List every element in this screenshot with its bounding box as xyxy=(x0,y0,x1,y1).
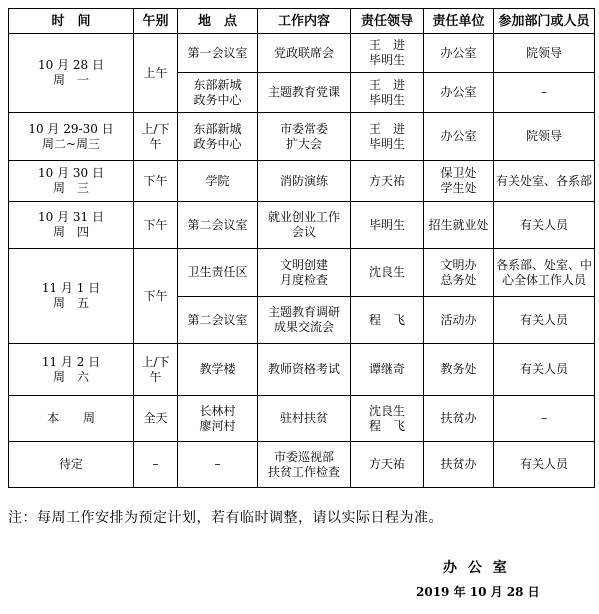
period-cell: 上/下 午 xyxy=(134,113,178,161)
place-cell: – xyxy=(178,442,258,488)
time-cell: 10 月 31 日 周 四 xyxy=(9,202,134,249)
header-unit: 责任单位 xyxy=(424,9,494,34)
time-cell: 11 月 1 日 周 五 xyxy=(9,249,134,344)
unit-cell: 扶贫办 xyxy=(424,396,494,442)
attendees-cell: 院领导 xyxy=(494,34,595,73)
period-cell: 全天 xyxy=(134,396,178,442)
place-cell: 学院 xyxy=(178,161,258,202)
time-cell: 待定 xyxy=(9,442,134,488)
header-time: 时 间 xyxy=(9,9,134,34)
content-cell: 文明创建 月度检查 xyxy=(258,249,351,297)
table-row xyxy=(9,344,595,396)
issue-date: 2019 年 10 月 28 日 xyxy=(416,585,540,599)
content-cell: 教师资格考试 xyxy=(258,344,351,396)
attendees-cell: 有关人员 xyxy=(494,202,595,249)
unit-cell: 招生就业处 xyxy=(424,202,494,249)
place-cell: 教学楼 xyxy=(178,344,258,396)
time-cell: 10 月 29-30 日 周二~周三 xyxy=(9,113,134,161)
leader-cell: 毕明生 xyxy=(351,202,424,249)
content-cell: 驻村扶贫 xyxy=(258,396,351,442)
place-cell: 第一会议室 xyxy=(178,34,258,73)
leader-cell: 沈良生 xyxy=(351,249,424,297)
attendees-cell: 院领导 xyxy=(494,113,595,161)
leader-cell: 方天祐 xyxy=(351,442,424,488)
period-cell: – xyxy=(134,442,178,488)
table-row xyxy=(9,113,595,161)
place-cell: 长林村 廖河村 xyxy=(178,396,258,442)
attendees-cell: 有关人员 xyxy=(494,442,595,488)
attendees-cell: 有关处室、各系部 xyxy=(494,161,595,202)
time-cell: 本 周 xyxy=(9,396,134,442)
table-row xyxy=(9,161,595,202)
table-row xyxy=(9,442,595,488)
place-cell: 第二会议室 xyxy=(178,202,258,249)
unit-cell: 保卫处 学生处 xyxy=(424,161,494,202)
unit-cell: 办公室 xyxy=(424,73,494,113)
table-row xyxy=(9,202,595,249)
leader-cell: 谭继奇 xyxy=(351,344,424,396)
time-cell: 10 月 28 日 周 一 xyxy=(9,34,134,113)
header-period: 午别 xyxy=(134,9,178,34)
place-cell: 东部新城 政务中心 xyxy=(178,73,258,113)
content-cell: 党政联席会 xyxy=(258,34,351,73)
content-cell: 市委常委 扩大会 xyxy=(258,113,351,161)
leader-cell: 王 进 毕明生 xyxy=(351,113,424,161)
leader-cell: 方天祐 xyxy=(351,161,424,202)
leader-cell: 王 进 毕明生 xyxy=(351,73,424,113)
unit-cell: 教务处 xyxy=(424,344,494,396)
place-cell: 卫生责任区 xyxy=(178,249,258,297)
period-cell: 上午 xyxy=(134,34,178,113)
content-cell: 市委巡视部 扶贫工作检查 xyxy=(258,442,351,488)
period-cell: 下午 xyxy=(134,202,178,249)
table-row xyxy=(9,396,595,442)
place-cell: 东部新城 政务中心 xyxy=(178,113,258,161)
header-content: 工作内容 xyxy=(258,9,351,34)
time-cell: 11 月 2 日 周 六 xyxy=(9,344,134,396)
header-place: 地 点 xyxy=(178,9,258,34)
leader-cell: 王 进 毕明生 xyxy=(351,34,424,73)
footnote: 注：每周工作安排为预定计划，若有临时调整，请以实际日程为准。 xyxy=(8,510,443,526)
leader-cell: 沈良生 程 飞 xyxy=(351,396,424,442)
content-cell: 主题教育党课 xyxy=(258,73,351,113)
unit-cell: 扶贫办 xyxy=(424,442,494,488)
period-cell: 上/下 午 xyxy=(134,344,178,396)
content-cell: 消防演练 xyxy=(258,161,351,202)
period-cell: 下午 xyxy=(134,249,178,344)
table-row xyxy=(9,34,595,73)
content-cell: 主题教育调研 成果交流会 xyxy=(258,297,351,344)
unit-cell: 办公室 xyxy=(424,113,494,161)
leader-cell: 程 飞 xyxy=(351,297,424,344)
header-attendees: 参加部门或人员 xyxy=(494,9,595,34)
attendees-cell: – xyxy=(494,73,595,113)
attendees-cell: 有关人员 xyxy=(494,344,595,396)
attendees-cell: 有关人员 xyxy=(494,297,595,344)
unit-cell: 活动办 xyxy=(424,297,494,344)
schedule-table xyxy=(8,8,595,488)
attendees-cell: – xyxy=(494,396,595,442)
header-leader: 责任领导 xyxy=(351,9,424,34)
header-row xyxy=(9,9,595,34)
time-cell: 10 月 30 日 周 三 xyxy=(9,161,134,202)
content-cell: 就业创业工作 会议 xyxy=(258,202,351,249)
place-cell: 第二会议室 xyxy=(178,297,258,344)
table-row xyxy=(9,249,595,297)
attendees-cell: 各系部、处室、中 心全体工作人员 xyxy=(494,249,595,297)
period-cell: 下午 xyxy=(134,161,178,202)
issuing-office: 办 公 室 xyxy=(443,560,510,576)
unit-cell: 办公室 xyxy=(424,34,494,73)
unit-cell: 文明办 总务处 xyxy=(424,249,494,297)
